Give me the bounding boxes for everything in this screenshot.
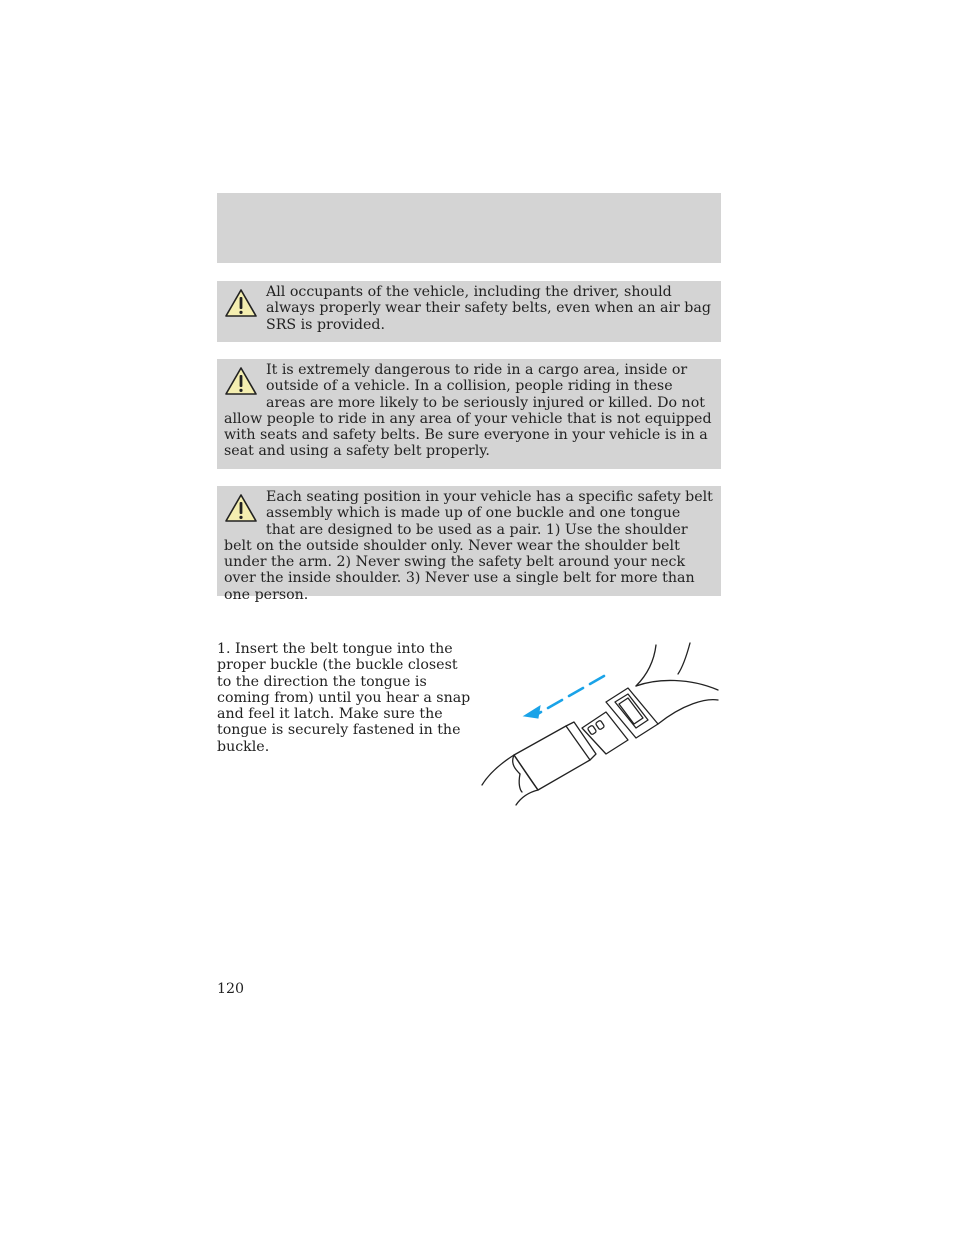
warning-box-1 (217, 281, 721, 342)
warning-triangle-icon (224, 493, 258, 523)
warning-box-2 (217, 359, 721, 469)
section-header-bar (217, 193, 721, 263)
warning-triangle-icon (224, 288, 258, 318)
step-1-instruction: 1. Insert the belt tongue into the proper buckle (the buckle closest to the direction the tongue is coming from) until you hear a snap and feel it latch. Make sure the tongue is securely fastened in the buckle. (217, 641, 471, 755)
warning-text: It is extremely dangerous to ride in a cargo area, inside or outside of a vehicle. In a collision, people riding in these areas are more likely to be seriously injured or killed. Do not allow people to ride in any area of your vehicle that is not equipped with seats and safety belts. Be sure everyone in your vehicle is in a seat and using a safety belt properly. (224, 362, 712, 460)
warning-box-3 (217, 486, 721, 603)
warning-text: Each seating position in your vehicle has a specific safety belt assembly which is made up of one buckle and one tongue that are designed to be used as a pair. 1) Use the shoulder belt on the outside shoulder only. Never wear the shoulder belt under the arm. 2) Never swing the safety belt around your neck over the inside shoulder. 3) Never use a single belt for more than one person. (224, 489, 713, 603)
warning-triangle-icon (224, 366, 258, 396)
warning-text: All occupants of the vehicle, including the driver, should always properly wear their safety belts, even when an air bag SRS is provided. (266, 284, 711, 333)
page-number: 120 (217, 981, 245, 997)
seat-belt-buckle-illustration (478, 640, 724, 810)
